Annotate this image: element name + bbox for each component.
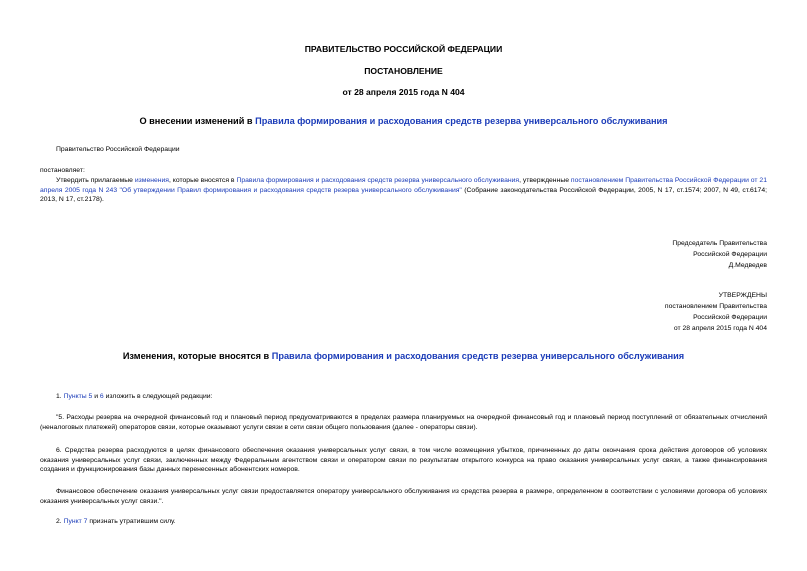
signature-block (672, 238, 767, 271)
changes-link[interactable]: изменения (134, 177, 169, 184)
resolution-243-link[interactable]: постановлением Правительства Российской Федерации от 21 апреля 2005 года N 243 "Об утверждении Правил формирования и расходования средств резерва универсального обслуживания" (40, 177, 767, 194)
item-2-rest: признать утратившим силу. (87, 518, 176, 525)
item-2-number: 2. (56, 518, 64, 525)
p1-text-b: , которые вносятся в (169, 177, 237, 184)
preamble-org: Правительство Российской Федерации (56, 146, 180, 153)
quote-point-6-financing: Финансовое обеспечение оказания универсальных услуг связи предоставляется оператору универсального обслуживания из средства резерва в размере, определенном в соответствии с условиями договора об условиях оказания универсальных услуг связи.". (40, 488, 767, 505)
point-7-link[interactable]: Пункт 7 (63, 518, 88, 525)
preamble-resolves: постановляет: (40, 167, 85, 174)
item-1-and: и (92, 393, 100, 400)
approval-line-3: Российской Федерации (693, 314, 767, 321)
p1-text-d: (Собрание законодательства Российской Федерации, 2005, N 17, ст.1574; 2007, N 49, ст.6174; 2013, N 17, ст.2178). (40, 186, 767, 204)
item-2 (56, 517, 176, 527)
document-title (0, 116, 807, 126)
document-date: от 28 апреля 2015 года N 404 (342, 87, 465, 97)
signature-line-1: Председатель Правительства (672, 240, 767, 247)
approval-line-2: постановлением Правительства (664, 303, 767, 310)
government-name: ПРАВИТЕЛЬСТВО РОССИЙСКОЙ ФЕДЕРАЦИИ (304, 44, 503, 54)
item-1 (56, 392, 213, 402)
point-6-link[interactable]: 6 (99, 393, 104, 400)
preamble-paragraph (40, 176, 767, 205)
approval-line-1: УТВЕРЖДЕНЫ (718, 292, 767, 299)
approval-block (665, 290, 767, 334)
title-rules-link[interactable]: Правила формирования и расходования средств резерва универсального обслуживания (255, 116, 668, 126)
point-5-link[interactable]: Пункты 5 (63, 393, 93, 400)
rules-link[interactable]: Правила формирования и расходования средств резерва универсального обслуживания (236, 177, 520, 184)
item-1-rest: изложить в следующей редакции: (103, 393, 213, 400)
p1-text-c: , утвержденные (519, 177, 571, 184)
document-type: ПОСТАНОВЛЕНИЕ (364, 66, 443, 76)
changes-title-prefix: Изменения, которые вносятся в (122, 351, 272, 361)
signature-line-2: Российской Федерации (693, 251, 767, 258)
changes-title-rules-link[interactable]: Правила формирования и расходования средств резерва универсального обслуживания (271, 351, 685, 361)
quote-point-5: "5. Расходы резерва на очередной финансовый год и плановый период предусматриваются в пределах размера планируемых на очередной финансовый год и плановый период поступлений от обязательных отчислений (неналоговых платежей) операторов связи, которые оказывают услуги связи в сети связи общего пользования (далее - операторы связи). (40, 414, 767, 431)
changes-title (0, 351, 807, 361)
item-1-number: 1. (56, 393, 64, 400)
title-prefix: О внесении изменений в (139, 116, 256, 126)
p1-text-a: Утвердить прилагаемые (56, 177, 135, 184)
approval-line-4: от 28 апреля 2015 года N 404 (673, 325, 767, 332)
quote-point-6: 6. Средства резерва расходуются в целях финансового обеспечения оказания универсальных услуг связи, в том числе возмещения убытков, причиненных до даты окончания срока действия договоров об условиях оказания универсальных услуг связи, заключенных между Федеральным агентством связи и оператором связи по результатам открытого конкурса на право оказания универсальных услуг связи, а также финансирования создания и функционирования базы данных перенесенных абонентских номеров. (40, 447, 767, 474)
signature-line-3: Д.Медведев (728, 262, 767, 269)
